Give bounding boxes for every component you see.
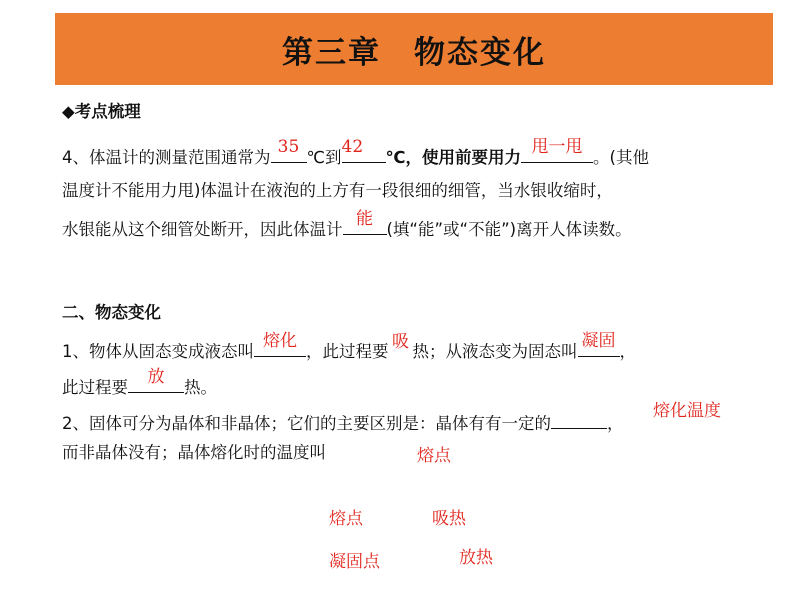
section-heading-key-points: ◆考点梳理 [62, 102, 141, 121]
q1-mid-1: ，此过程要 [306, 342, 389, 361]
q4-answer-1: 35 [277, 137, 300, 157]
floating-answer-freezing-point: 凝固点 [329, 552, 380, 572]
q4-answer-4: 能 [356, 209, 373, 229]
q1-blank-1 [254, 331, 306, 357]
floating-answer-absorb-heat: 吸热 [432, 509, 466, 529]
q4-blank-2 [341, 137, 386, 163]
q4-mid-1: ℃到 [306, 148, 342, 167]
floating-answer-melting-point: 熔点 [329, 509, 363, 529]
q1-mid-2: 热；从液态变为固态叫 [412, 342, 578, 361]
q1-line-2-suffix: 热。 [184, 378, 217, 397]
q4-blank-3 [521, 137, 593, 163]
q1-answer-3: 凝固 [581, 331, 616, 351]
q1-blank-2 [389, 332, 413, 357]
title-banner [55, 13, 773, 85]
q2-answer-2: 熔点 [417, 446, 451, 466]
q1-blank-4 [128, 367, 184, 393]
q2-blank-1 [551, 408, 607, 429]
q1-line-2 [62, 367, 217, 399]
q4-line-3-suffix: (填“能”或“不能”)离开人体读数。 [386, 220, 632, 239]
q1-line-1 [62, 331, 636, 363]
floating-answer-release-heat: 放热 [459, 548, 493, 568]
q4-answer-2: 42 [341, 137, 364, 157]
q4-prefix: 4、体温计的测量范围通常为 [62, 148, 271, 167]
q2-answer-1: 熔化温度 [653, 401, 721, 421]
q1-prefix: 1、物体从固态变成液态叫 [62, 342, 254, 361]
q4-answer-3: 甩一甩 [531, 137, 583, 157]
q1-answer-4: 放 [147, 367, 165, 387]
q4-blank-4 [343, 209, 387, 235]
q1-answer-1: 熔化 [263, 331, 297, 351]
q4-line-1 [62, 137, 649, 169]
q1-line-2-prefix: 此过程要 [62, 378, 128, 397]
page-title: 第三章 物态变化 [282, 34, 546, 71]
section-heading-state-change: 二、物态变化 [62, 303, 161, 322]
q2-line-1 [62, 408, 624, 435]
q1-blank-3 [578, 331, 620, 357]
q4-line-2: 温度计不能用力甩)体温计在液泡的上方有一段很细的细管，当水银收缩时， [62, 181, 613, 200]
q4-blank-1 [271, 137, 307, 163]
q4-suffix: 。(其他 [593, 148, 649, 167]
q2-line-1-suffix: ， [607, 414, 624, 433]
q1-answer-2: 吸 [392, 332, 409, 352]
q1-suffix: ， [619, 342, 636, 361]
q2-line-2: 而非晶体没有；晶体熔化时的温度叫 [62, 443, 326, 462]
q4-mid-2: ℃，使用前要用力 [385, 148, 522, 167]
q2-line-1-text: 2、固体可分为晶体和非晶体；它们的主要区别是：晶体有有一定的 [62, 414, 551, 433]
q4-line-3-prefix: 水银能从这个细管处断开，因此体温计 [62, 220, 343, 239]
q4-line-3 [62, 209, 632, 241]
